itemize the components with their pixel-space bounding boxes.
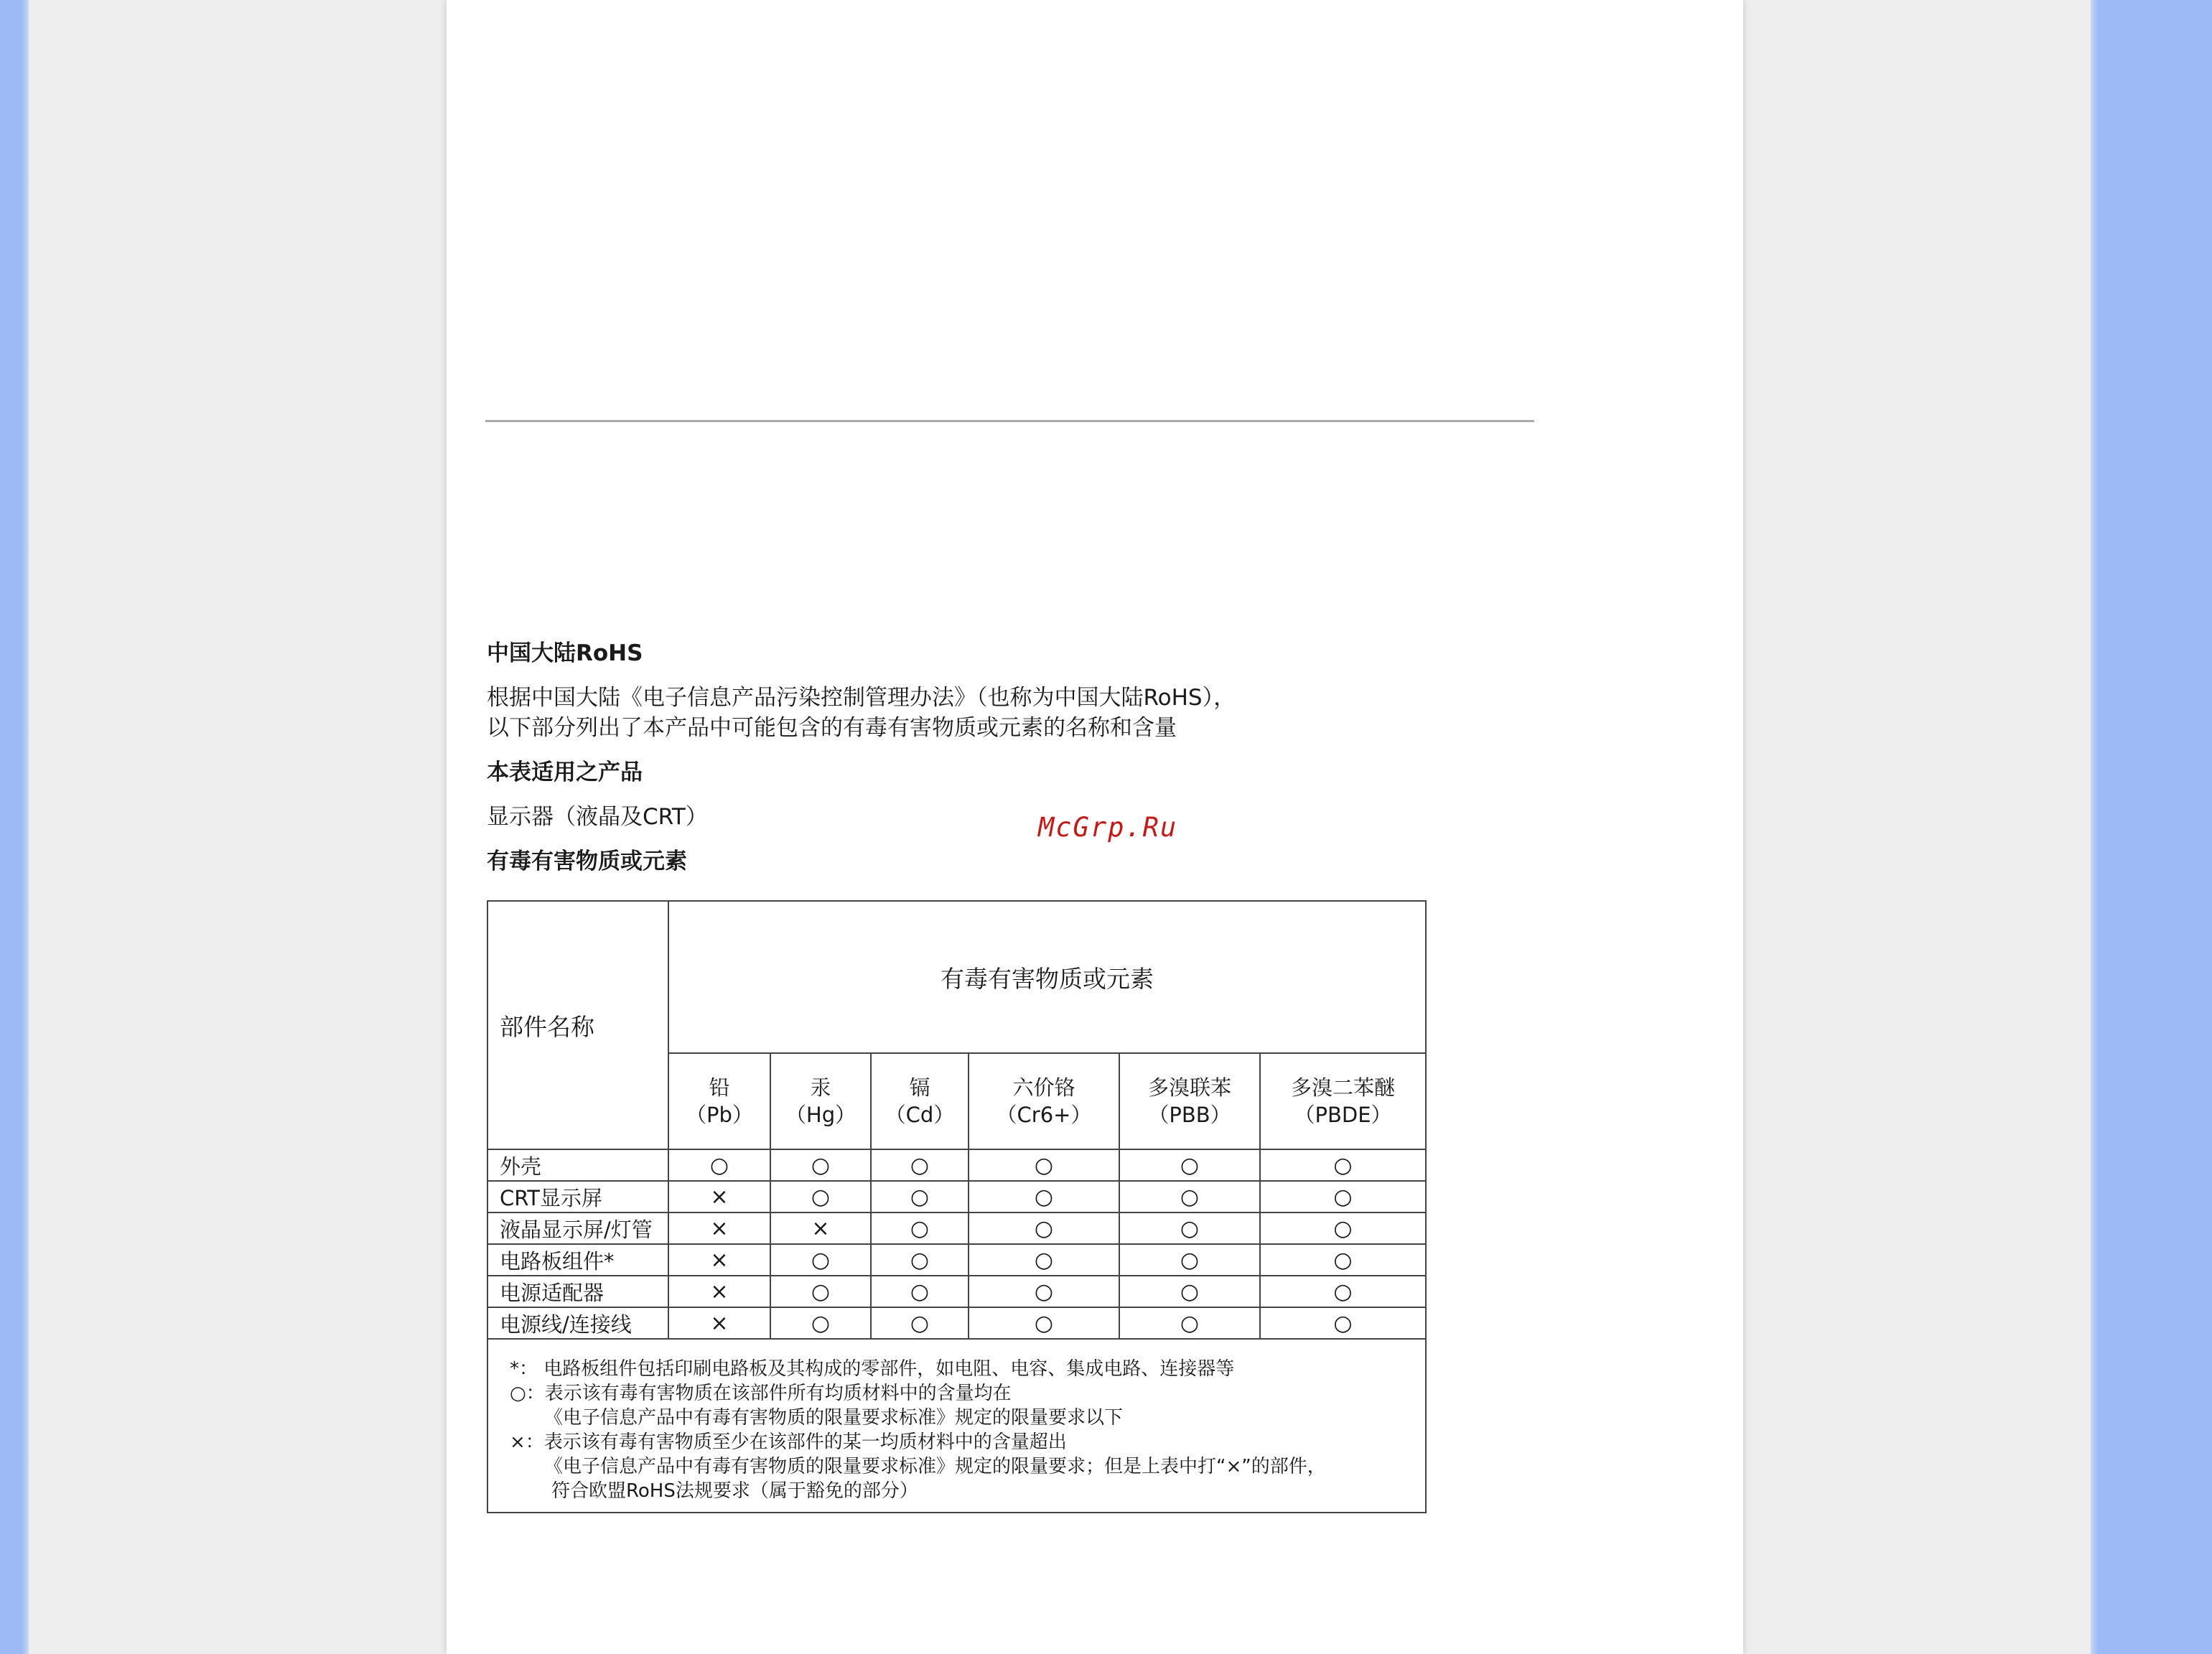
part-name-cell: 电路板组件* (487, 1244, 668, 1276)
substance-symbol: （Cr6+） (996, 1103, 1092, 1127)
compliance-mark-cell: ○ (1260, 1244, 1426, 1276)
note-line: 符合欧盟RoHS法规要求（属于豁免的部分） (551, 1480, 918, 1502)
table-row (487, 1149, 1426, 1181)
substance-symbol: （PBDE） (1294, 1103, 1392, 1127)
compliance-mark-cell: ○ (770, 1276, 871, 1307)
table-row (487, 1213, 1426, 1244)
part-name-cell: 电源线/连接线 (487, 1307, 668, 1339)
substance-column-header (1119, 1053, 1260, 1149)
compliance-mark-cell: × (668, 1244, 770, 1276)
substance-symbol: （Cd） (885, 1103, 955, 1127)
substance-name: 汞 (810, 1075, 831, 1100)
substance-name: 多溴二苯醚 (1291, 1075, 1396, 1100)
note-line: ○：表示该有毒有害物质在该部件所有均质材料中的含量均在 (510, 1383, 1012, 1404)
compliance-mark-cell: ○ (969, 1181, 1119, 1213)
applicable-heading: 本表适用之产品 (487, 760, 643, 785)
rohs-table (487, 900, 1427, 1513)
note-line: *： 电路板组件包括印刷电路板及其构成的零部件，如电阻、电容、集成电路、连接器等 (510, 1358, 1235, 1380)
compliance-mark-cell: ○ (871, 1307, 969, 1339)
compliance-mark-cell: ○ (969, 1307, 1119, 1339)
substance-group-header: 有毒有害物质或元素 (668, 901, 1426, 1053)
watermark: McGrp.Ru (1038, 812, 1178, 843)
table-row (487, 1244, 1426, 1276)
compliance-mark-cell: ○ (1119, 1181, 1260, 1213)
compliance-mark-cell: ○ (1260, 1213, 1426, 1244)
compliance-mark-cell: × (668, 1276, 770, 1307)
right-window-border (2091, 0, 2212, 1654)
compliance-mark-cell: ○ (1260, 1149, 1426, 1181)
compliance-mark-cell: ○ (1119, 1307, 1260, 1339)
part-name-header: 部件名称 (487, 901, 668, 1149)
compliance-mark-cell: ○ (871, 1276, 969, 1307)
substances-heading: 有毒有害物质或元素 (487, 849, 687, 874)
compliance-mark-cell: ○ (1119, 1213, 1260, 1244)
table-row (487, 1181, 1426, 1213)
note-line: 《电子信息产品中有毒有害物质的限量要求标准》规定的限量要求以下 (544, 1407, 1124, 1429)
compliance-mark-cell: ○ (969, 1149, 1119, 1181)
compliance-mark-cell: ○ (969, 1276, 1119, 1307)
substance-column-header (871, 1053, 969, 1149)
table-row (487, 1307, 1426, 1339)
part-name-cell: 外壳 (487, 1149, 668, 1181)
horizontal-divider (485, 420, 1534, 422)
compliance-mark-cell: ○ (770, 1307, 871, 1339)
compliance-mark-cell: × (668, 1307, 770, 1339)
compliance-mark-cell: ○ (871, 1213, 969, 1244)
substance-column-header (1260, 1053, 1426, 1149)
compliance-mark-cell: ○ (1119, 1244, 1260, 1276)
compliance-mark-cell: ○ (770, 1181, 871, 1213)
part-name-cell: 液晶显示屏/灯管 (487, 1213, 668, 1244)
table-notes (487, 1339, 1426, 1513)
compliance-mark-cell: ○ (871, 1149, 969, 1181)
left-window-border (0, 0, 29, 1654)
compliance-mark-cell: ○ (770, 1149, 871, 1181)
part-name-cell: CRT显示屏 (487, 1181, 668, 1213)
compliance-mark-cell: ○ (1119, 1149, 1260, 1181)
substance-symbol: （Pb） (686, 1103, 753, 1127)
compliance-mark-cell: ○ (969, 1244, 1119, 1276)
note-line: 《电子信息产品中有毒有害物质的限量要求标准》规定的限量要求；但是上表中打“×”的部件， (544, 1456, 1326, 1477)
intro-line-1: 根据中国大陆《电子信息产品污染控制管理办法》（也称为中国大陆RoHS）， (487, 685, 1236, 711)
compliance-mark-cell: ○ (668, 1149, 770, 1181)
compliance-mark-cell: ○ (871, 1244, 969, 1276)
compliance-mark-cell: × (668, 1213, 770, 1244)
compliance-mark-cell: ○ (969, 1213, 1119, 1244)
substance-name: 镉 (909, 1075, 930, 1100)
compliance-mark-cell: ○ (1260, 1276, 1426, 1307)
substance-name: 六价铬 (1012, 1075, 1075, 1100)
compliance-mark-cell: × (770, 1213, 871, 1244)
compliance-mark-cell: ○ (770, 1244, 871, 1276)
substance-symbol: （PBB） (1148, 1103, 1231, 1127)
note-line: ×：表示该有毒有害物质至少在该部件的某一均质材料中的含量超出 (510, 1431, 1067, 1453)
intro-line-2: 以下部分列出了本产品中可能包含的有毒有害物质或元素的名称和含量 (487, 715, 1177, 741)
section-title: 中国大陆RoHS (487, 640, 643, 666)
substance-name: 多溴联苯 (1147, 1075, 1231, 1100)
compliance-mark-cell: ○ (871, 1181, 969, 1213)
substance-column-header (770, 1053, 871, 1149)
applicable-product: 显示器（液晶及CRT） (487, 804, 708, 830)
substance-name: 铅 (709, 1075, 730, 1100)
compliance-mark-cell: ○ (1119, 1276, 1260, 1307)
part-name-cell: 电源适配器 (487, 1276, 668, 1307)
compliance-mark-cell: × (668, 1181, 770, 1213)
substance-column-header (668, 1053, 770, 1149)
rohs-table-body (487, 1149, 1426, 1339)
substance-symbol: （Hg） (785, 1103, 857, 1127)
substance-column-header (969, 1053, 1119, 1149)
table-row (487, 1276, 1426, 1307)
compliance-mark-cell: ○ (1260, 1181, 1426, 1213)
compliance-mark-cell: ○ (1260, 1307, 1426, 1339)
